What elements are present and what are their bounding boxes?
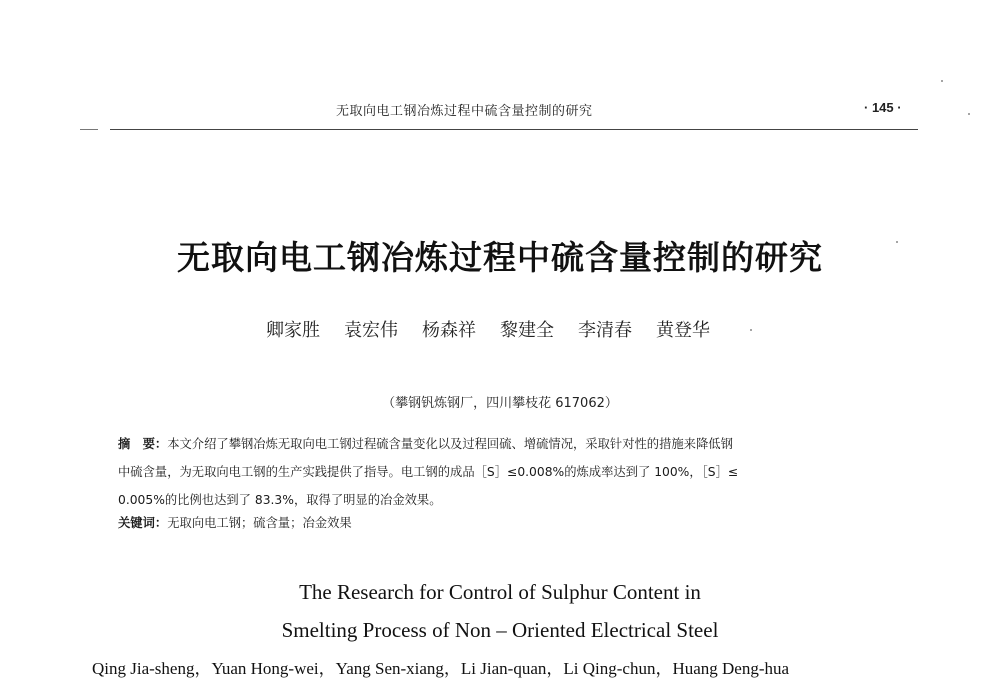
author-cn: 黎建全: [500, 320, 554, 341]
paper-title-cn: 无取向电工钢冶炼过程中硫含量控制的研究: [177, 238, 823, 277]
keywords-cn: [118, 513, 908, 531]
abstract-line: [118, 430, 908, 458]
scan-speck: [941, 80, 943, 82]
abstract-cn: [118, 430, 908, 514]
scan-speck: [896, 241, 898, 243]
author-cn: 黄登华: [656, 320, 710, 341]
abstract-label: 摘 要：: [118, 437, 168, 451]
scan-speck: [750, 329, 752, 331]
abstract-line: 中硫含量，为无取向电工钢的生产实践提供了指导。电工钢的成品［S］≤0.008%的炼成率达到了 100%，［S］≤: [118, 465, 739, 479]
author-cn: 袁宏伟: [344, 320, 398, 341]
abstract-text: 本文介绍了攀钢冶炼无取向电工钢过程硫含量变化以及过程回硫、增硫情况，采取针对性的措施来降低钢: [167, 437, 733, 451]
keywords-label: 关键词：: [118, 516, 168, 530]
author-list-en: Qing Jia-sheng，Yuan Hong-wei，Yang Sen-xiang，Li Jian-quan，Li Qing-chun，Huang Deng-hua: [92, 659, 790, 678]
paper-title-en-line2: Smelting Process of Non – Oriented Electrical Steel: [281, 618, 719, 642]
author-cn: 李清春: [578, 320, 632, 341]
running-header-title: 无取向电工钢冶炼过程中硫含量控制的研究: [336, 104, 593, 119]
header-rule-fragment: [80, 129, 98, 130]
affiliation-cn: （攀钢钒炼钢厂，四川攀枝花 617062）: [382, 396, 618, 411]
scan-speck: [968, 113, 970, 115]
keywords-text: 无取向电工钢；硫含量；冶金效果: [167, 516, 352, 530]
author-cn: 卿家胜: [266, 320, 320, 341]
author-list-cn: [266, 316, 710, 342]
author-cn: 杨森祥: [422, 320, 476, 341]
abstract-line: 0.005%的比例也达到了 83.3%，取得了明显的冶金效果。: [118, 493, 442, 507]
paper-title-en-line1: The Research for Control of Sulphur Content in: [299, 580, 701, 604]
page-number: · 145 ·: [864, 100, 902, 115]
header-rule: [110, 129, 918, 130]
